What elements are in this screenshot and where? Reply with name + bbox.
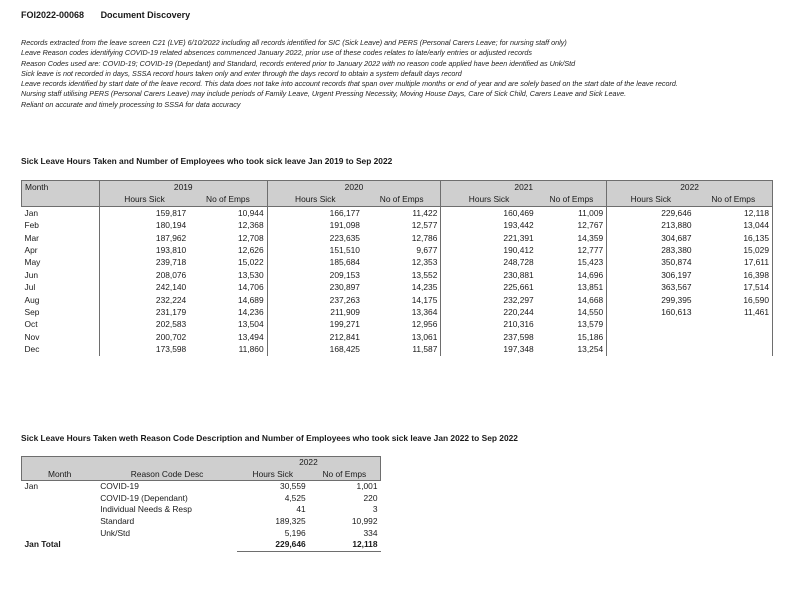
no-of-emps-cell: 14,706 [237,282,264,293]
hours-sick-cell: 242,140 [99,281,189,293]
month-cell: Jan [24,207,39,218]
year-header: 2020 [267,181,441,194]
no-of-emps-cell: 13,552 [411,269,438,280]
sick-leave-by-month-table [21,180,773,356]
hours-sick-cell: 168,425 [267,343,363,355]
hours-sick-cell [607,331,695,343]
hours-sick-cell: 5,196 [284,527,306,538]
hours-sick-cell: 223,635 [267,232,363,244]
month-cell: Dec [24,344,40,355]
no-of-emps-cell: 220 [363,492,378,503]
hours-sick-cell: 225,661 [441,281,537,293]
note-line: Reliant on accurate and timely processing to SSSA for data accuracy [21,99,241,109]
note-line: Records extracted from the leave screen C21 (LVE) 6/10/2022 including all records identified for SIC (Sick Leave) and PERS (Personal Carers Leave; for nursing staff only) [21,38,567,47]
hours-sick-cell: 230,897 [267,281,363,293]
note-line: Reason Codes used are: COVID-19; COVID-19 (Depedant) and Standard, records entered prior to January 2022 with no reason code applied have been identified as Unk/Std [21,58,576,68]
no-of-emps-cell: 12,118 [695,206,773,219]
no-of-emps-cell: 9,677 [416,245,438,256]
hours-sick-header: Hours Sick [607,193,695,206]
note-line: Leave records identified by start date of the leave record. This data does not take into account records that span over multiple months or end of year and are solely based on the start date of the leave record. [21,79,678,89]
hours-sick-cell: 151,510 [267,244,363,256]
no-of-emps-cell: 14,689 [237,294,264,305]
hours-sick-cell: 4,525 [284,492,306,503]
hours-sick-cell: 30,559 [280,481,306,492]
month-cell [22,504,98,516]
no-of-emps-cell: 12,708 [237,232,264,243]
hours-sick-cell: 232,297 [441,294,537,306]
no-of-emps-cell: 12,626 [237,245,264,256]
table-row [22,281,773,293]
no-of-emps-cell: 12,368 [237,220,264,231]
hours-sick-cell: 304,687 [607,232,695,244]
reason-code-cell: COVID-19 [100,481,139,492]
table-row [22,306,773,318]
no-of-emps-cell [695,318,773,330]
table1-column-header-row [22,193,773,206]
month-cell: Sep [24,307,40,318]
hours-sick-header: Hours Sick [237,469,309,481]
hours-sick-cell: 208,076 [99,269,189,281]
month-cell: Oct [24,319,38,330]
hours-sick-cell: 200,702 [99,331,189,343]
no-of-emps-cell: 14,550 [577,307,604,318]
total-label: Jan Total [24,539,61,550]
month-cell: Jun [24,269,39,280]
no-of-emps-header: No of Emps [695,193,773,206]
hours-sick-cell: 229,646 [607,206,695,219]
hours-sick-cell: 159,817 [99,206,189,219]
month-cell [22,493,98,505]
table-row [22,256,773,268]
table2-year-header-row [22,457,381,469]
no-of-emps-cell: 12,353 [411,257,438,268]
no-of-emps-header: No of Emps [537,193,607,206]
table-row [22,244,773,256]
no-of-emps-cell: 13,044 [695,219,773,231]
no-of-emps-cell: 15,022 [237,257,264,268]
reason-code-cell: COVID-19 (Dependant) [100,492,188,503]
no-of-emps-cell: 14,668 [577,294,604,305]
table-row [22,294,773,306]
table-row [22,232,773,244]
no-of-emps-cell: 15,423 [577,257,604,268]
hours-sick-cell: 209,153 [267,269,363,281]
month-cell: Nov [24,331,40,342]
note-line: Nursing staff utilising PERS (Personal Carers Leave) may include periods of Family Leave, Urgent Pressing Necessity, Moving House Days, Care of Sick Child, Carers Leave and Sick Leave. [21,89,627,99]
hours-sick-cell: 230,881 [441,269,537,281]
month-cell: Jan [24,481,39,492]
total-row [22,539,381,551]
no-of-emps-cell: 12,777 [577,245,604,256]
table-row [22,269,773,281]
no-of-emps-cell: 11,587 [412,344,438,355]
table-row [22,504,381,516]
sick-leave-by-reason-table [21,456,381,552]
reason-code-header: Reason Code Desc [97,469,237,481]
no-of-emps-cell: 10,992 [351,515,378,526]
hours-sick-cell: 41 [296,504,306,515]
no-of-emps-cell: 11,422 [412,207,438,218]
note-line: Leave Reason codes identifying COVID-19 related absences commenced January 2022, prior use of these codes relates to late/early entries or adjusted records [21,48,532,58]
table-row [22,331,773,343]
reason-code-cell: Unk/Std [100,527,131,538]
no-of-emps-header: No of Emps [309,469,381,481]
table-row [22,528,381,540]
hours-sick-cell: 212,841 [267,331,363,343]
hours-sick-cell: 191,098 [267,219,363,231]
no-of-emps-cell: 17,611 [695,256,773,268]
no-of-emps-cell: 14,235 [411,282,438,293]
no-of-emps-cell: 10,944 [237,207,264,218]
month-cell: Jul [24,282,36,293]
hours-sick-cell: 232,224 [99,294,189,306]
hours-sick-cell: 237,598 [441,331,537,343]
hours-sick-cell: 193,810 [99,244,189,256]
hours-sick-cell: 199,271 [267,318,363,330]
no-of-emps-cell: 1,001 [356,481,378,492]
hours-sick-cell: 193,442 [441,219,537,231]
hours-sick-cell: 202,583 [99,318,189,330]
total-hours-cell: 229,646 [237,539,309,551]
hours-sick-cell: 220,244 [441,306,537,318]
month-cell: Aug [24,294,40,305]
no-of-emps-cell: 13,579 [577,319,604,330]
no-of-emps-cell: 11,461 [695,306,773,318]
table-row [22,318,773,330]
no-of-emps-cell: 11,009 [578,207,604,218]
hours-sick-header: Hours Sick [267,193,363,206]
hours-sick-cell: 190,412 [441,244,537,256]
table1-year-header-row [22,181,773,194]
notes-block [21,38,791,110]
table-row [22,219,773,231]
no-of-emps-cell: 13,494 [237,331,264,342]
hours-sick-cell: 160,613 [607,306,695,318]
total-emps-cell: 12,118 [309,539,381,551]
hours-sick-cell: 189,325 [275,515,306,526]
no-of-emps-cell: 15,186 [577,331,604,342]
no-of-emps-cell: 13,254 [577,344,604,355]
no-of-emps-cell: 12,767 [577,220,604,231]
no-of-emps-cell: 16,398 [695,269,773,281]
note-line: Sick leave is not recorded in days, SSSA record hours taken only and enter through the days record to obtain a system default days record [21,68,462,78]
hours-sick-cell: 160,469 [441,206,537,219]
no-of-emps-cell: 17,514 [695,281,773,293]
no-of-emps-cell: 334 [363,527,378,538]
no-of-emps-cell [695,331,773,343]
hours-sick-cell: 211,909 [267,306,363,318]
table-row [22,206,773,219]
hours-sick-cell: 173,598 [99,343,189,355]
hours-sick-cell: 239,718 [99,256,189,268]
year-header: 2019 [99,181,267,194]
hours-sick-cell: 210,316 [441,318,537,330]
document-heading: Document Discovery [100,10,191,20]
table-row [22,493,381,505]
month-cell: May [24,257,41,268]
reason-code-cell: Standard [100,515,135,526]
no-of-emps-cell: 13,530 [237,269,264,280]
no-of-emps-cell: 14,359 [577,232,604,243]
no-of-emps-cell: 14,175 [411,294,438,305]
month-cell: Feb [24,220,39,231]
no-of-emps-cell: 13,504 [237,319,264,330]
no-of-emps-cell: 12,786 [411,232,438,243]
hours-sick-header: Hours Sick [99,193,189,206]
hours-sick-cell: 299,395 [607,294,695,306]
table1-title: Sick Leave Hours Taken and Number of Employees who took sick leave Jan 2019 to Sep 2022 [21,156,393,166]
hours-sick-cell: 187,962 [99,232,189,244]
no-of-emps-cell: 14,696 [577,269,604,280]
reason-code-cell: Individual Needs & Resp [100,504,192,515]
month-column-header: Month [22,181,100,194]
table2-title: Sick Leave Hours Taken weth Reason Code Description and Number of Employees who took sick leave Jan 2022 to Sep 2022 [21,433,518,443]
month-cell: Mar [24,232,39,243]
no-of-emps-cell: 13,364 [411,307,438,318]
no-of-emps-cell: 13,851 [577,282,604,293]
table-row [22,481,381,493]
no-of-emps-cell: 15,029 [695,244,773,256]
no-of-emps-cell: 16,590 [695,294,773,306]
table-row [22,516,381,528]
month-cell [22,528,98,540]
table2-column-header-row [22,469,381,481]
no-of-emps-cell: 12,956 [411,319,438,330]
no-of-emps-cell: 14,236 [237,307,264,318]
hours-sick-cell: 237,263 [267,294,363,306]
no-of-emps-header: No of Emps [363,193,441,206]
hours-sick-cell: 185,684 [267,256,363,268]
hours-sick-cell: 213,880 [607,219,695,231]
hours-sick-header: Hours Sick [441,193,537,206]
hours-sick-cell [607,318,695,330]
year-header: 2022 [237,457,381,469]
no-of-emps-cell: 13,061 [411,331,438,342]
month-cell [22,516,98,528]
month-column-header: Month [22,469,98,481]
no-of-emps-cell: 16,135 [695,232,773,244]
hours-sick-cell: 197,348 [441,343,537,355]
no-of-emps-cell: 11,860 [238,344,264,355]
hours-sick-cell: 166,177 [267,206,363,219]
no-of-emps-cell: 3 [372,504,378,515]
document-header [21,10,190,20]
hours-sick-cell: 221,391 [441,232,537,244]
year-header: 2021 [441,181,607,194]
document-reference: FOI2022-00068 [21,10,85,20]
hours-sick-cell: 248,728 [441,256,537,268]
hours-sick-cell: 306,197 [607,269,695,281]
month-cell: Apr [24,245,38,256]
no-of-emps-header: No of Emps [189,193,267,206]
hours-sick-cell [607,343,695,355]
no-of-emps-cell [695,343,773,355]
hours-sick-cell: 350,874 [607,256,695,268]
year-header: 2022 [607,181,773,194]
no-of-emps-cell: 12,577 [411,220,438,231]
hours-sick-cell: 283,380 [607,244,695,256]
hours-sick-cell: 180,194 [99,219,189,231]
hours-sick-cell: 363,567 [607,281,695,293]
hours-sick-cell: 231,179 [99,306,189,318]
table-row [22,343,773,355]
